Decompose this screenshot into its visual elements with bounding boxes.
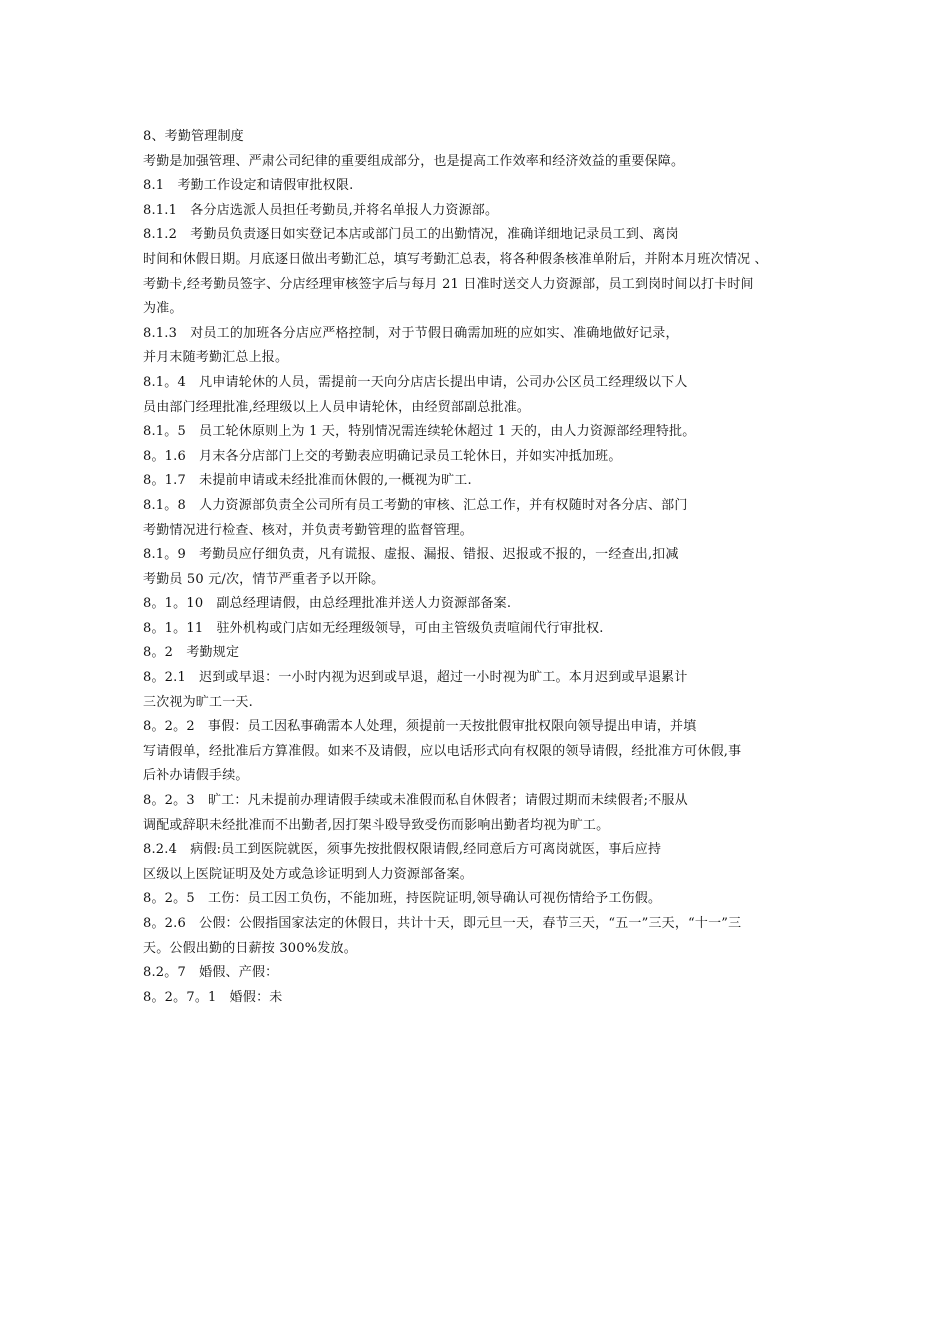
- clause-line: 8。2.1 迟到或早退：一小时内视为迟到或早退，超过一小时视为旷工。本月迟到或早退累计: [143, 670, 688, 686]
- clause-line: 为准。: [143, 301, 183, 317]
- paragraph-line: 考勤是加强管理、严肃公司纪律的重要组成部分，也是提高工作效率和经济效益的重要保障。: [143, 153, 685, 169]
- clause-line: 8。2。7。1 婚假：未: [143, 989, 283, 1005]
- clause-line: 8.1.1 各分店选派人员担任考勤员,并将名单报人力资源部。: [143, 202, 499, 218]
- clause-line: 8.1。8 人力资源部负责全公司所有员工考勤的审核、汇总工作，并有权随时对各分店、部门: [143, 497, 688, 513]
- clause-line: 8。2。5 工伤：员工因工负伤，不能加班，持医院证明,领导确认可视伤情给予工伤假。: [143, 891, 662, 907]
- clause-line: 调配或辞职未经批准而不出勤者,因打架斗殴导致受伤而影响出勤者均视为旷工。: [143, 817, 610, 833]
- clause-line: 时间和休假日期。月底逐日做出考勤汇总，填写考勤汇总表，将各种假条核准单附后，并附本月班次情况 、: [143, 251, 768, 267]
- clause-line: 员由部门经理批准,经理级以上人员申请轮休，由经贸部副总批准。: [143, 399, 531, 415]
- clause-line: 考勤卡,经考勤员签字、分店经理审核签字后与每月 21 日准时送交人力资源部，员工到岗时间以打卡时间: [143, 276, 754, 292]
- clause-line: 8。1.7 未提前申请或未经批准而休假的,一概视为旷工.: [143, 473, 472, 489]
- clause-line: 后补办请假手续。: [143, 768, 249, 784]
- clause-line: 8.1.2 考勤员负责逐日如实登记本店或部门员工的出勤情况，准确详细地记录员工到、离岗: [143, 227, 679, 243]
- section-heading: 8。2 考勤规定: [143, 645, 240, 661]
- clause-line: 8.1。5 员工轮休原则上为 1 天，特别情况需连续轮休超过 1 天的，由人力资源部经理特批。: [143, 424, 696, 440]
- clause-line: 8.1。4 凡申请轮休的人员，需提前一天向分店店长提出申请，公司办公区员工经理级以下人: [143, 374, 688, 390]
- section-heading: 8.1 考勤工作设定和请假审批权限.: [143, 178, 354, 194]
- clause-line: 8.2。7 婚假、产假：: [143, 965, 279, 981]
- clause-line: 天。公假出勤的日薪按 300%发放。: [143, 940, 357, 956]
- clause-line: 8。1。10 副总经理请假，由总经理批准并送人力资源部备案.: [143, 596, 512, 612]
- clause-line: 8。2。2 事假：员工因私事确需本人处理，须提前一天按批假审批权限向领导提出申请，并填: [143, 719, 697, 735]
- clause-line: 考勤员 50 元/次，情节严重者予以开除。: [143, 571, 385, 587]
- clause-line: 考勤情况进行检查、核对，并负责考勤管理的监督管理。: [143, 522, 474, 538]
- document-body: [143, 125, 833, 1010]
- clause-line: 8。1.6 月末各分店部门上交的考勤表应明确记录员工轮休日，并如实冲抵加班。: [143, 448, 622, 464]
- clause-line: 并月末随考勤汇总上报。: [143, 350, 289, 366]
- clause-line: 8。1。11 驻外机构或门店如无经理级领导，可由主管级负责喧闹代行审批权.: [143, 620, 604, 636]
- clause-line: 8。2。3 旷工：凡未提前办理请假手续或未准假而私自休假者；请假过期而未续假者;不服从: [143, 793, 688, 809]
- clause-line: 8.2.4 病假:员工到医院就医，须事先按批假权限请假,经同意后方可离岗就医，事后应持: [143, 842, 662, 858]
- clause-line: 区级以上医院证明及处方或急诊证明到人力资源部备案。: [143, 866, 474, 882]
- clause-line: 三次视为旷工一天.: [143, 694, 253, 710]
- clause-line: 8.1.3 对员工的加班各分店应严格控制，对于节假日确需加班的应如实、准确地做好记录，: [143, 325, 679, 341]
- clause-line: 8.1。9 考勤员应仔细负责，凡有谎报、虚报、漏报、错报、迟报或不报的，一经查出,扣减: [143, 547, 679, 563]
- clause-line: 8。2.6 公假：公假指国家法定的休假日，共计十天，即元旦一天，春节三天，“五一”三天，“十一”三: [143, 916, 742, 931]
- section-title: 8、考勤管理制度: [143, 129, 244, 144]
- clause-line: 写请假单，经批准后方算准假。如来不及请假，应以电话形式向有权限的领导请假，经批准方可休假,事: [143, 743, 742, 759]
